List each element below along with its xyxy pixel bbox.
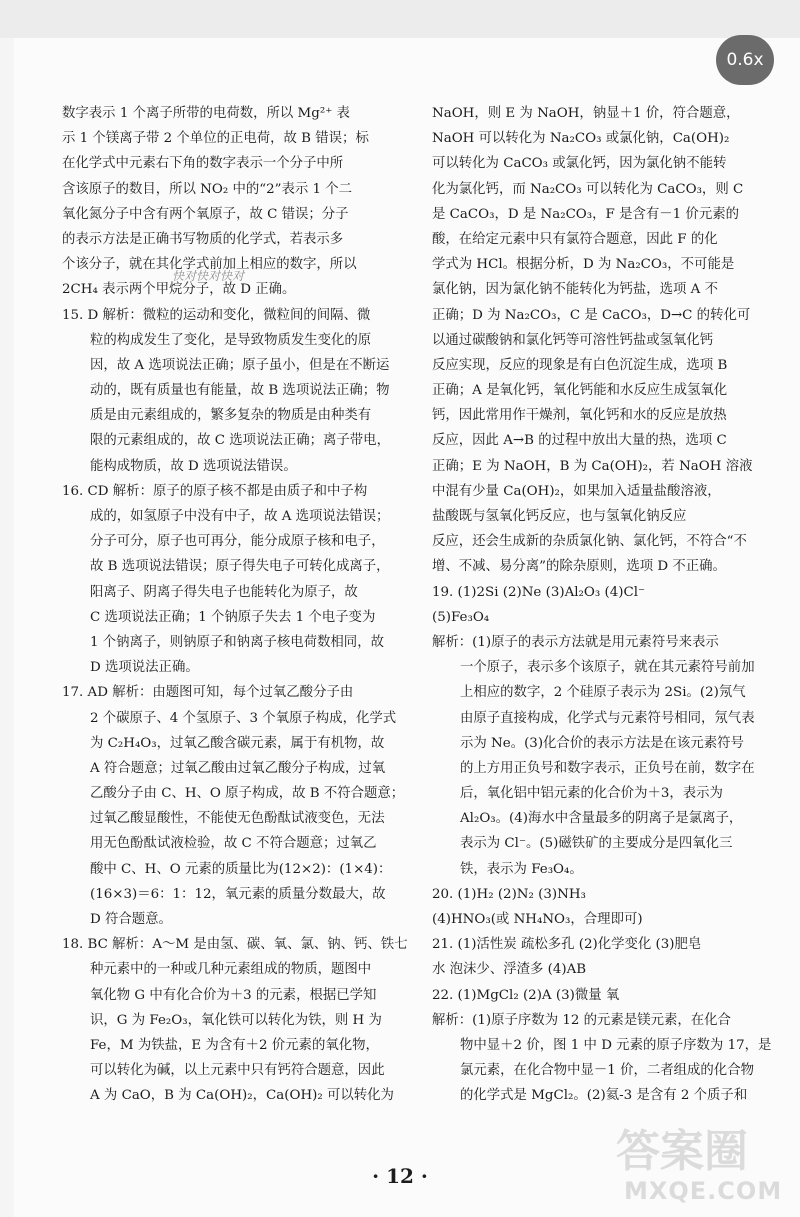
watermark-url: MXQE.COM bbox=[624, 1177, 783, 1205]
text-line: 正确；E 为 NaOH，B 为 Ca(OH)₂，若 NaOH 溶液 bbox=[432, 458, 753, 474]
text-line: 示 1 个镁离子带 2 个单位的正电荷，故 B 错误；标 bbox=[62, 131, 369, 147]
text-line: C 选项说法正确；1 个钠原子失去 1 个电子变为 bbox=[90, 609, 376, 625]
text-line: Al₂O₃。(4)海水中含量最多的阴离子是氯离子， bbox=[460, 811, 743, 827]
answer-item-line: 19. (1)2Si (2)Ne (3)Al₂O₃ (4)Cl⁻ bbox=[432, 584, 646, 600]
answer-item-line: (4)HNO₃(或 NH₄NO₃，合理即可) bbox=[432, 912, 643, 927]
text-line: 是 CaCO₃，D 是 Na₂CO₃，F 是含有－1 价元素的 bbox=[432, 206, 739, 222]
text-line: 可以转化为 CaCO₃ 或氯化钙，因为氯化钠不能转 bbox=[432, 156, 727, 172]
text-line: 由原子直接构成，化学式与元素符号相同，氖气表 bbox=[460, 710, 755, 726]
text-line: 动的，既有质量也有能量，故 B 选项说法正确；物 bbox=[90, 383, 390, 399]
site-watermark bbox=[610, 1115, 790, 1215]
text-line: 增、不减、易分离”的除杂原则，选项 D 不正确。 bbox=[432, 559, 726, 575]
text-line: 酸中 C、H、O 元素的质量比为(12×2)：(1×4)： bbox=[90, 861, 392, 877]
text-line: 在化学式中元素右下角的数字表示一个分子中所 bbox=[62, 156, 344, 172]
playback-speed-button[interactable]: 0.6x bbox=[716, 35, 774, 85]
text-line: 的上方用正负号和数字表示，正负号在前，数字在 bbox=[460, 760, 755, 776]
text-line: 后，氧化铝中铝元素的化合价为＋3，表示为 bbox=[460, 786, 723, 802]
text-line: 1 个钠离子，则钠原子和钠离子核电荷数相同，故 bbox=[90, 634, 384, 650]
text-line: 铁，表示为 Fe₃O₄。 bbox=[460, 861, 583, 877]
answer-item-line: 22. (1)MgCl₂ (2)A (3)微量 氧 bbox=[432, 987, 620, 1003]
text-line: 中混有少量 Ca(OH)₂，如果加入适量盐酸溶液， bbox=[432, 483, 721, 499]
watermark-logo-text: 答案圈 bbox=[616, 1126, 748, 1177]
viewer-top-bar bbox=[0, 0, 800, 38]
text-line: 反应，还会生成新的杂质氯化钠、氯化钙，不符合“不 bbox=[432, 534, 747, 550]
text-line: D 符合题意。 bbox=[90, 912, 172, 927]
text-line: 以通过碳酸钠和氯化钙等可溶性钙盐或氢氧化钙 bbox=[432, 332, 714, 348]
text-line: 氧化氮分子中含有两个氧原子，故 C 错误；分子 bbox=[62, 206, 349, 222]
text-line: 识，G 为 Fe₂O₃，氧化铁可以转化为铁，则 H 为 bbox=[90, 1012, 382, 1028]
text-line: 分子可分，原子也可再分，能分成原子核和电子， bbox=[90, 534, 385, 550]
text-line: 故 B 选项说法错误；原子得失电子可转化成离子， bbox=[90, 559, 390, 575]
text-line: D 选项说法正确。 bbox=[90, 660, 199, 676]
text-line: 盐酸既与氢氧化钙反应，也与氢氧化钠反应 bbox=[432, 509, 687, 524]
answer-item-line: 21. (1)活性炭 疏松多孔 (2)化学变化 (3)肥皂 bbox=[432, 937, 702, 953]
text-line: 2 个碳原子、4 个氢原子、3 个氧原子构成，化学式 bbox=[90, 710, 397, 726]
text-line: NaOH，则 E 为 NaOH，钠显＋1 价，符合题意， bbox=[432, 106, 740, 121]
answer-item-line: 15. D 解析：微粒的运动和变化，微粒间的间隔、微 bbox=[62, 307, 371, 323]
text-line: 钙，因此常用作干燥剂，氧化钙和水的反应是放热 bbox=[432, 408, 727, 424]
text-line: 化为氯化钙，而 Na₂CO₃ 可以转化为 CaCO₃，则 C bbox=[432, 181, 744, 197]
text-line: 用无色酚酞试液检验，故 C 不符合题意；过氧乙 bbox=[90, 836, 377, 852]
text-line: 过氧乙酸显酸性，不能使无色酚酞试液变色，无法 bbox=[90, 811, 385, 827]
answer-item-line: 解析：(1)原子的表示方法就是用元素符号来表示 bbox=[432, 634, 719, 650]
text-line: 酸，在给定元素中只有氯符合题意，因此 F 的化 bbox=[432, 231, 718, 247]
text-line: 乙酸分子由 C、H、O 原子构成，故 B 不符合题意； bbox=[90, 786, 405, 802]
text-line: 可以转化为碱，以上元素中只有钙符合题意，因此 bbox=[90, 1063, 385, 1079]
text-line: 反应，因此 A→B 的过程中放出大量的热，选项 C bbox=[432, 433, 727, 449]
text-line: 成的，如氢原子中没有中子，故 A 选项说法错误； bbox=[90, 509, 390, 524]
text-line: 粒的构成发生了变化，是导致物质发生变化的原 bbox=[90, 332, 372, 348]
text-line: 正确；D 为 Na₂CO₃，C 是 CaCO₃，D→C 的转化可 bbox=[432, 307, 751, 323]
answer-item-line: 18. BC 解析：A～M 是由氢、碳、氧、氯、钠、钙、铁七 bbox=[62, 937, 408, 953]
text-line: 能构成物质，故 D 选项说法错误。 bbox=[90, 458, 297, 474]
text-line: 数字表示 1 个离子所带的电荷数，所以 Mg²⁺ 表 bbox=[62, 106, 350, 121]
answer-item-line: 17. AD 解析：由题图可知，每个过氧乙酸分子由 bbox=[62, 685, 354, 701]
text-line: 示为 Ne。(3)化合价的表示方法是在该元素符号 bbox=[460, 735, 744, 751]
text-line: 氯元素，在化合物中显－1 价，二者组成的化合物 bbox=[460, 1063, 754, 1079]
text-line: Fe，M 为铁盐，E 为含有＋2 价元素的氧化物， bbox=[90, 1037, 379, 1053]
left-text-column bbox=[62, 101, 408, 1109]
text-line: (16×3)＝6：1：12，氧元素的质量分数最大，故 bbox=[90, 886, 386, 902]
text-line: 一个原子，表示多个该原子，就在其元素符号前加 bbox=[460, 660, 755, 676]
text-line: 为 C₂H₄O₃，过氧乙酸含碳元素，属于有机物，故 bbox=[90, 735, 385, 751]
text-line: 表示为 Cl⁻。(5)磁铁矿的主要成分是四氧化三 bbox=[460, 836, 733, 852]
text-line: 阳离子、阴离子得失电子也能转化为原子，故 bbox=[90, 584, 358, 600]
text-line: NaOH 可以转化为 Na₂CO₃ 或氯化钠，Ca(OH)₂ bbox=[432, 131, 730, 147]
text-line: 2CH₄ 表示两个甲烷分子，故 D 正确。 bbox=[62, 282, 296, 298]
text-line: 氯化钠，因为氯化钠不能转化为钙盐，选项 A 不 bbox=[432, 282, 718, 298]
text-line: 学式为 HCl。根据分析，D 为 Na₂CO₃，不可能是 bbox=[432, 257, 735, 273]
text-line: 正确；A 是氧化钙，氧化钙能和水反应生成氢氧化 bbox=[432, 383, 728, 399]
answer-item-line: (5)Fe₃O₄ bbox=[432, 609, 490, 625]
text-line: 含该原子的数目，所以 NO₂ 中的“2”表示 1 个二 bbox=[62, 181, 353, 197]
page-number: · 12 · bbox=[372, 1164, 428, 1188]
text-line: 的表示方法是正确书写物质的化学式，若表示多 bbox=[62, 231, 344, 247]
answer-item-line: 解析：(1)原子序数为 12 的元素是镁元素，在化合 bbox=[432, 1012, 731, 1028]
answer-item-line: 水 泡沫少、浮渣多 (4)AB bbox=[432, 962, 587, 978]
text-line: 上相应的数字，2 个硅原子表示为 2Si。(2)氖气 bbox=[460, 685, 746, 701]
text-line: 物中显＋2 价，图 1 中 D 元素的原子序数为 17，是 bbox=[460, 1037, 772, 1053]
text-line: A 符合题意；过氧乙酸由过氧乙酸分子构成，过氧 bbox=[90, 760, 386, 776]
answer-item-line: 20. (1)H₂ (2)N₂ (3)NH₃ bbox=[432, 886, 586, 902]
text-line: 的化学式是 MgCl₂。(2)氦-3 是含有 2 个质子和 bbox=[460, 1088, 748, 1104]
handwritten-note: 快对快对快对 bbox=[172, 269, 245, 283]
answer-item-line: 16. CD 解析：原子的原子核不都是由质子和中子构 bbox=[62, 483, 368, 499]
text-line: 种元素中的一种或几种元素组成的物质，题图中 bbox=[90, 962, 372, 978]
text-line: 个该分子，就在其化学式前加上相应的数字，所以 bbox=[62, 257, 357, 273]
text-line: A 为 CaO，B 为 Ca(OH)₂，Ca(OH)₂ 可以转化为 bbox=[90, 1088, 394, 1104]
text-line: 氧化物 G 中有化合价为＋3 的元素，根据已学知 bbox=[90, 987, 377, 1003]
text-line: 质是由元素组成的，繁多复杂的物质是由种类有 bbox=[90, 408, 372, 424]
text-line: 限的元素组成的，故 C 选项说法正确；离子带电， bbox=[90, 433, 390, 449]
right-text-column bbox=[432, 101, 772, 1109]
text-line: 反应实现，反应的现象是有白色沉淀生成，选项 B bbox=[432, 357, 728, 373]
text-line: 因，故 A 选项说法正确；原子虽小，但是在不断运 bbox=[90, 357, 390, 373]
